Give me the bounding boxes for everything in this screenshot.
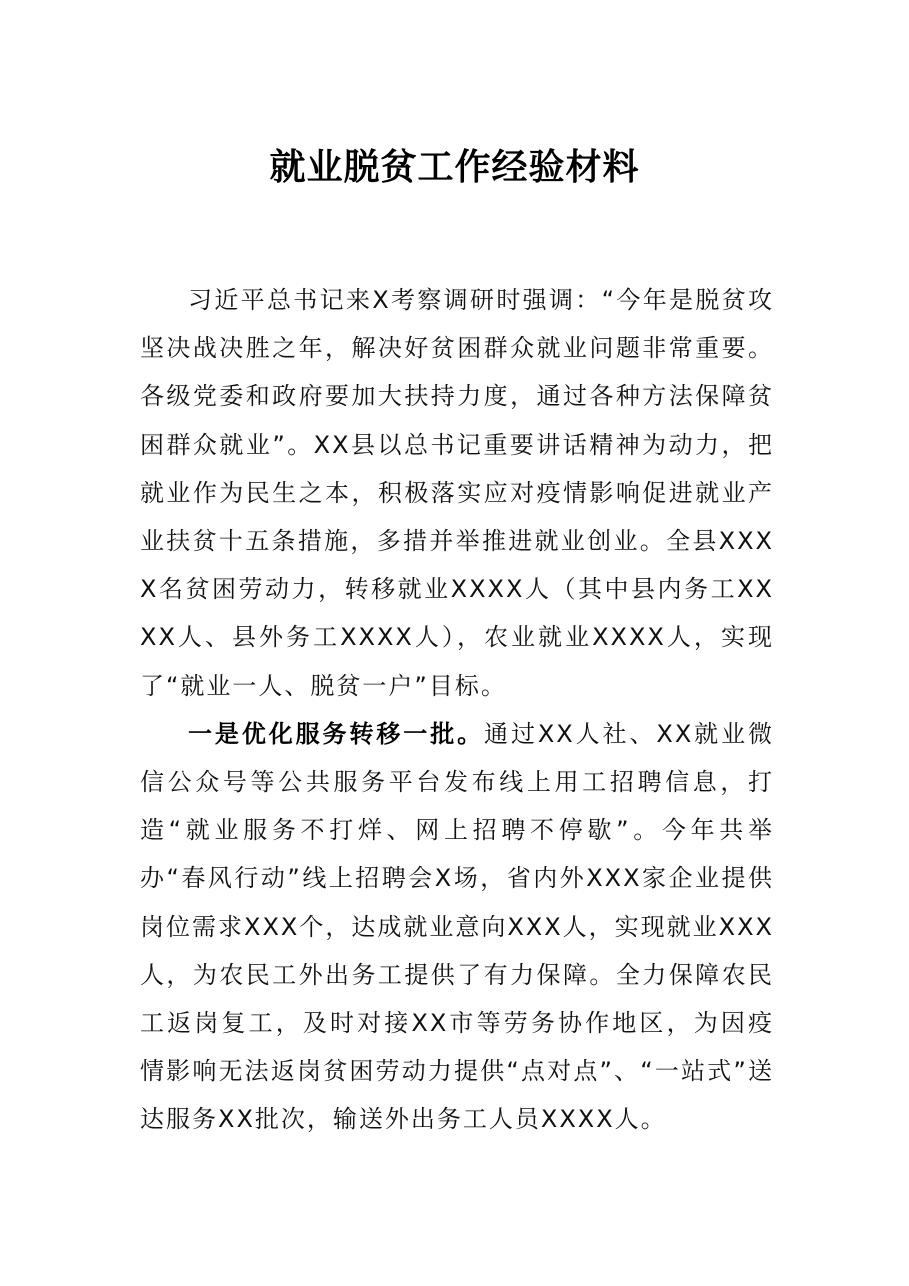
paragraph-text: 习近平总书记来X考察调研时强调：“今年是脱贫攻坚决战决胜之年，解决好贫困群众就业问题非常重要。各级党委和政府要加大扶持力度，通过各种方法保障贫困群众就业”。XX县以总书记重要讲话精神为动力，把就业作为民生之本，积极落实应对疫情影响促进就业产业扶贫十五条措施，多措并举推进就业创业。全县XXXX名贫困劳动力，转移就业XXXX人（其中县内务工XXXX人、县外务工XXXX人），农业就业XXXX人，实现了“就业一人、脱贫一户”目标。 — [140, 286, 774, 700]
paragraph-text: 通过XX人社、XX就业微信公众号等公共服务平台发布线上用工招聘信息，打造“就业服务不打烊、网上招聘不停歇”。今年共举办“春风行动”线上招聘会X场，省内外XXX家企业提供岗位需求XXX个，达成就业意向XXX人，实现就业XXX人，为农民工外出务工提供了有力保障。全力保障农民工返岗复工，及时对接XX市等劳务协作地区，为因疫情影响无法返岗贫困劳动力提供“点对点”、“一站式”送达服务XX批次，输送外出务工人员XXXX人。 — [140, 719, 775, 1134]
paragraph-service-transfer — [140, 710, 774, 1144]
paragraph-intro — [140, 276, 774, 710]
paragraph-lead: 一是优化服务转移一批。 — [188, 719, 485, 748]
document-title: 就业脱贫工作经验材料 — [269, 146, 640, 188]
document-body — [140, 276, 774, 1144]
